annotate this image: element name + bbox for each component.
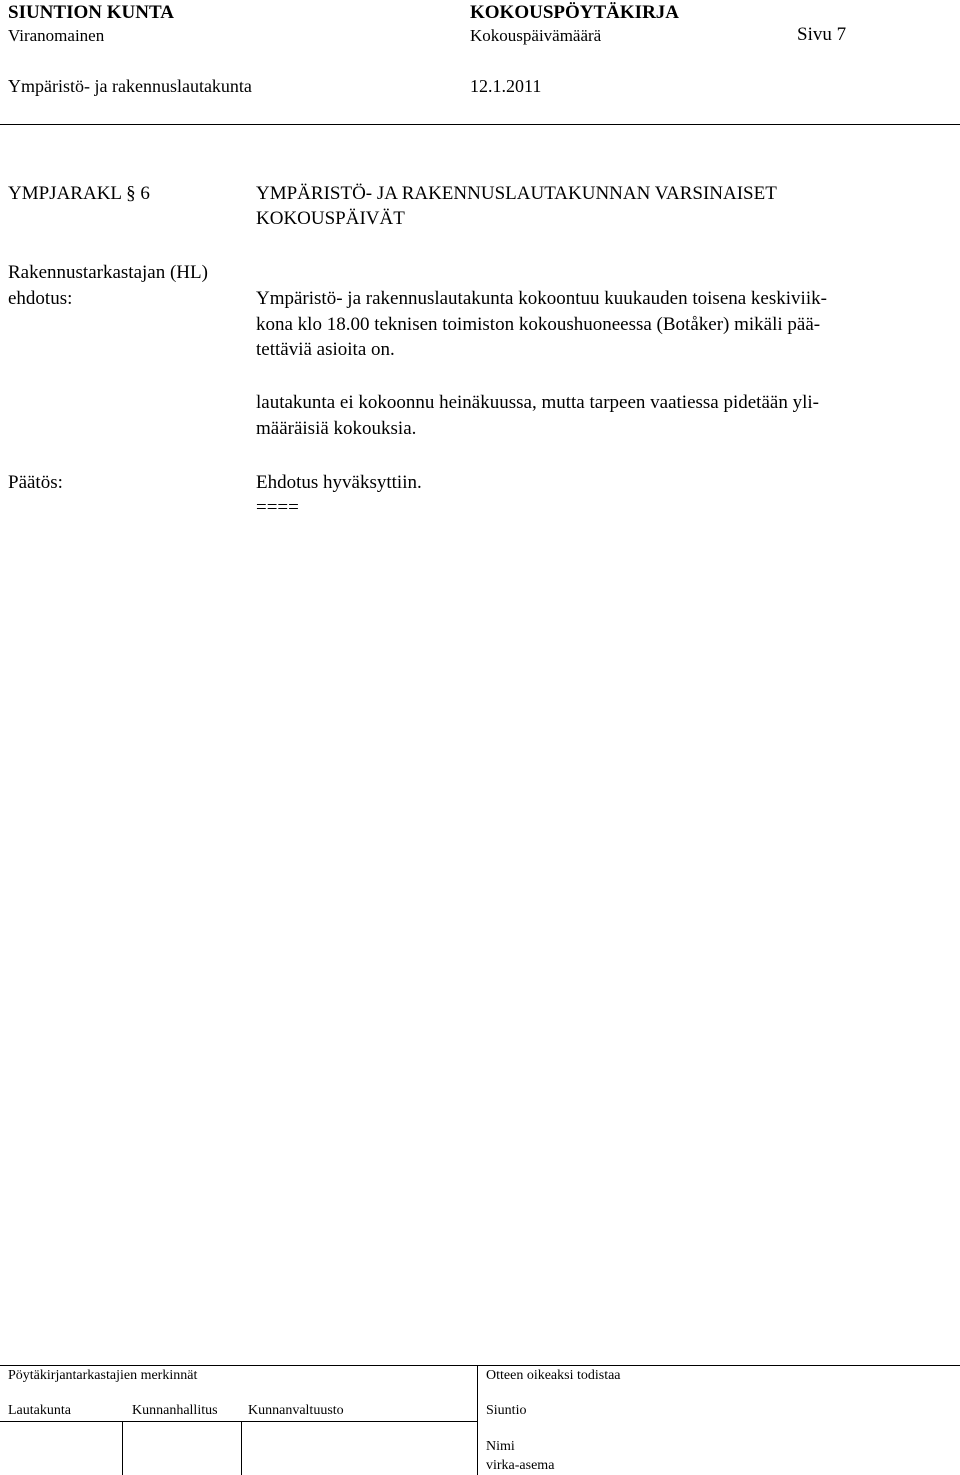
footer-signature-divider-2: [241, 1421, 242, 1475]
footer-col-kunnanhallitus: Kunnanhallitus: [132, 1403, 218, 1418]
footer-right-title: Otteen oikeaksi todistaa: [486, 1368, 621, 1383]
footer-col-lautakunta: Lautakunta: [8, 1403, 71, 1418]
decision-text: Ehdotus hyväksyttiin.: [256, 472, 422, 493]
document-type: KOKOUSPÖYTÄKIRJA: [470, 2, 680, 23]
proposal-label-line2: ehdotus:: [8, 288, 73, 309]
section-title-line1: YMPÄRISTÖ- JA RAKENNUSLAUTAKUNNAN VARSINAISET: [256, 183, 777, 204]
proposal-text-line4: lautakunta ei kokoonnu heinäkuussa, mutta tarpeen vaatiessa pidetään yli-: [256, 392, 819, 413]
footer-divider: [0, 1365, 960, 1366]
proposal-label-line1: Rakennustarkastajan (HL): [8, 262, 208, 283]
end-mark: ====: [256, 497, 299, 518]
authority-name: Ympäristö- ja rakennuslautakunta: [8, 76, 252, 96]
footer-center-divider: [477, 1365, 478, 1475]
proposal-text-line1: Ympäristö- ja rakennuslautakunta kokoontuu kuukauden toisena keskiviik-: [256, 288, 827, 309]
section-title-line2: KOKOUSPÄIVÄT: [256, 208, 405, 229]
municipality-name: SIUNTION KUNTA: [8, 2, 174, 23]
proposal-text-line3: tettäviä asioita on.: [256, 339, 395, 360]
footer-left-title: Pöytäkirjantarkastajien merkinnät: [8, 1368, 198, 1383]
header-divider: [0, 124, 960, 125]
date-label: Kokouspäivämäärä: [470, 26, 602, 45]
footer-name-label: Nimi: [486, 1439, 515, 1454]
section-id: YMPJARAKL § 6: [8, 183, 150, 204]
footer-signature-divider-1: [122, 1421, 123, 1475]
footer-position-label: virka-asema: [486, 1458, 555, 1473]
footer-col-kunnanvaltuusto: Kunnanvaltuusto: [248, 1403, 344, 1418]
meeting-date: 12.1.2011: [470, 76, 542, 96]
proposal-text-line5: määräisiä kokouksia.: [256, 418, 417, 439]
page-number: Sivu 7: [797, 24, 847, 45]
footer-signature-row-line: [0, 1421, 477, 1422]
proposal-text-line2: kona klo 18.00 teknisen toimiston kokoushuoneessa (Botåker) mikäli pää-: [256, 314, 821, 335]
footer-place: Siuntio: [486, 1403, 527, 1418]
authority-label: Viranomainen: [8, 26, 105, 45]
decision-label: Päätös:: [8, 472, 63, 493]
